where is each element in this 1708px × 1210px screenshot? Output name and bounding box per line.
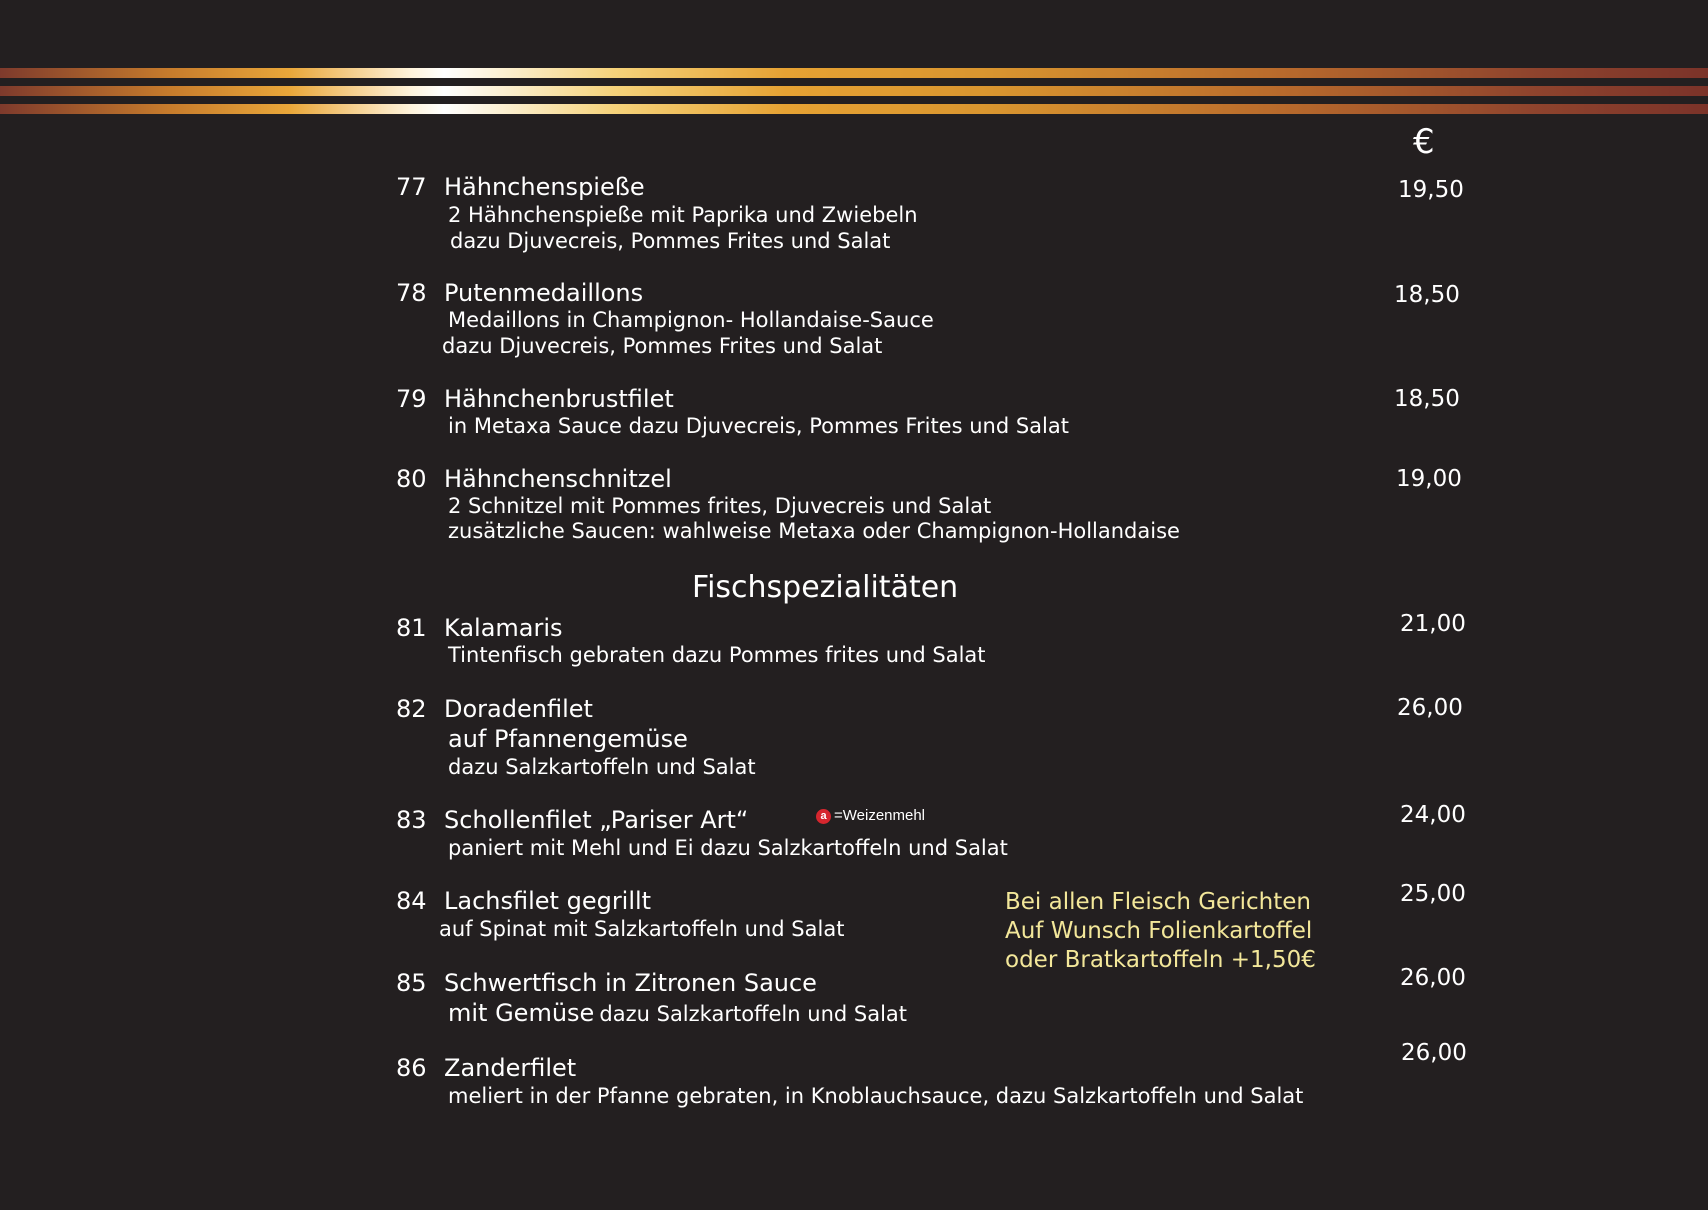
decorative-stripes: [0, 68, 1708, 116]
item-description: in Metaxa Sauce dazu Djuvecreis, Pommes Frites und Salat: [448, 414, 1069, 438]
item-name: Lachsfilet gegrillt: [444, 887, 652, 915]
item-price: 24,00: [1400, 802, 1466, 828]
item-price: 25,00: [1400, 881, 1466, 907]
item-price: 26,00: [1400, 965, 1466, 991]
item-number: 86: [396, 1054, 427, 1082]
note-line: Auf Wunsch Folienkartoffel: [1005, 918, 1313, 944]
item-number: 78: [396, 279, 427, 307]
item-description: 2 Hähnchenspieße mit Paprika und Zwiebeln: [448, 203, 918, 227]
item-description: meliert in der Pfanne gebraten, in Knoblauchsauce, dazu Salzkartoffeln und Salat: [448, 1084, 1304, 1108]
allergen-legend: [816, 806, 925, 826]
item-number: 84: [396, 887, 427, 915]
item-description: dazu Djuvecreis, Pommes Frites und Salat: [450, 229, 891, 253]
stripe-middle: [0, 86, 1708, 96]
item-description: auf Spinat mit Salzkartoffeln und Salat: [439, 917, 845, 941]
item-name: Putenmedaillons: [444, 279, 644, 307]
allergen-badge: a: [816, 809, 831, 824]
item-description-large: auf Pfannengemüse: [448, 725, 688, 753]
item-name: Hähnchenbrustfilet: [444, 385, 674, 413]
item-price: 26,00: [1401, 1040, 1467, 1066]
item-price: 18,50: [1394, 282, 1460, 308]
item-description: paniert mit Mehl und Ei dazu Salzkartoffeln und Salat: [448, 836, 1008, 860]
stripe-bottom: [0, 104, 1708, 114]
item-name: Doradenfilet: [444, 695, 593, 723]
item-number: 80: [396, 465, 427, 493]
item-name: Schwertfisch in Zitronen Sauce: [444, 969, 817, 997]
item-name: Hähnchenspieße: [444, 173, 645, 201]
note-line: oder Bratkartoffeln +1,50€: [1005, 947, 1316, 973]
item-price: 26,00: [1397, 695, 1463, 721]
side-dish-note: [1005, 888, 1316, 975]
note-line: Bei allen Fleisch Gerichten: [1005, 889, 1312, 915]
item-description: dazu Djuvecreis, Pommes Frites und Salat: [442, 334, 883, 358]
item-price: 19,00: [1396, 466, 1462, 492]
item-number: 79: [396, 385, 427, 413]
item-name: Zanderfilet: [444, 1054, 577, 1082]
item-description: Medaillons in Champignon- Hollandaise-Sauce: [448, 308, 934, 332]
item-description: dazu Salzkartoffeln und Salat: [448, 755, 756, 779]
item-description-row: [448, 998, 907, 1029]
item-price: 21,00: [1400, 611, 1466, 637]
item-description: 2 Schnitzel mit Pommes frites, Djuvecreis und Salat: [448, 494, 992, 518]
item-name: Hähnchenschnitzel: [444, 465, 672, 493]
item-name: Kalamaris: [444, 614, 563, 642]
item-price: 19,50: [1398, 177, 1464, 203]
item-number: 82: [396, 695, 427, 723]
item-number: 85: [396, 969, 427, 997]
item-description: zusätzliche Saucen: wahlweise Metaxa oder Champignon-Hollandaise: [448, 519, 1180, 543]
stripe-top: [0, 68, 1708, 78]
item-description: dazu Salzkartoffeln und Salat: [599, 1002, 908, 1026]
item-number: 83: [396, 806, 427, 834]
item-number: 77: [396, 173, 427, 201]
item-description-large: mit Gemüse: [448, 999, 595, 1027]
item-number: 81: [396, 614, 427, 642]
item-price: 18,50: [1394, 386, 1460, 412]
item-name: Schollenfilet „Pariser Art“: [444, 806, 749, 834]
allergen-text: =Weizenmehl: [834, 807, 926, 824]
currency-header: €: [1413, 122, 1435, 162]
item-description: Tintenfisch gebraten dazu Pommes frites und Salat: [448, 643, 986, 667]
section-title: Fischspezialitäten: [692, 570, 959, 605]
